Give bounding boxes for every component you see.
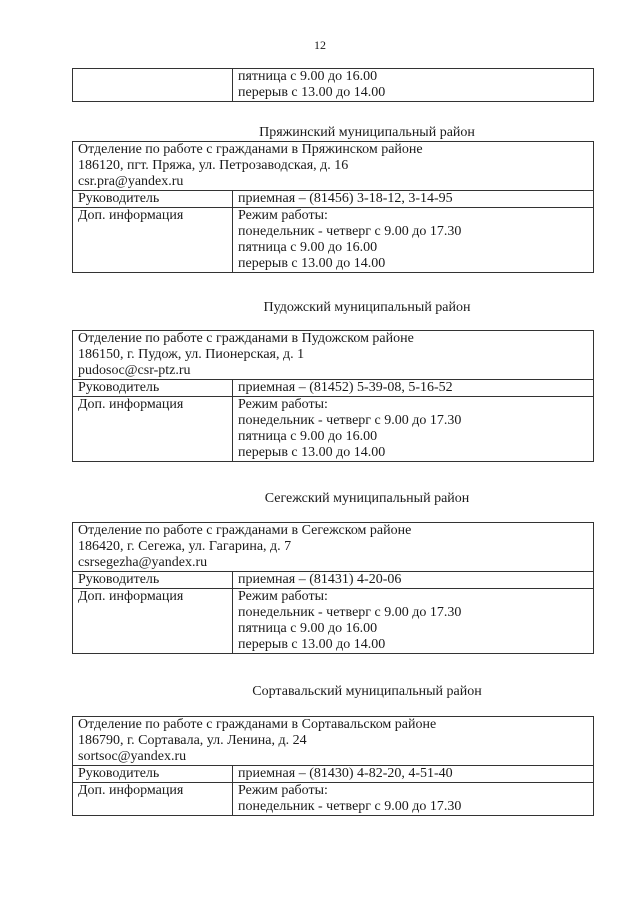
schedule-line: пятница с 9.00 до 16.00 <box>238 69 378 84</box>
schedule-line: Режим работы: <box>238 589 328 604</box>
info-label: Доп. информация <box>73 589 233 654</box>
office-name: Отделение по работе с гражданами в Сегежском районе <box>78 523 412 538</box>
continued-table <box>72 68 594 102</box>
info-label: Доп. информация <box>73 397 233 462</box>
continued-info-table <box>72 68 594 102</box>
district-info-table <box>72 141 594 273</box>
schedule-line: понедельник - четверг с 9.00 до 17.30 <box>238 224 462 239</box>
table-row <box>73 69 594 102</box>
office-address: 186150, г. Пудож, ул. Пионерская, д. 1 <box>78 347 305 362</box>
office-header-cell <box>73 142 594 191</box>
table-row <box>73 589 594 654</box>
section-table-wrapper <box>72 522 594 654</box>
schedule-line: перерыв с 13.00 до 14.00 <box>238 637 386 652</box>
table-row <box>73 380 594 397</box>
head-label: Руководитель <box>73 766 233 783</box>
schedule-line: перерыв с 13.00 до 14.00 <box>238 85 386 100</box>
head-phone: приемная – (81456) 3-18-12, 3-14-95 <box>233 191 594 208</box>
head-label: Руководитель <box>73 572 233 589</box>
office-address: 186420, г. Сегежа, ул. Гагарина, д. 7 <box>78 539 292 554</box>
schedule-line: пятница с 9.00 до 16.00 <box>238 429 378 444</box>
table-row <box>73 191 594 208</box>
section-title: Сортавальский муниципальный район <box>252 684 482 699</box>
section-table-wrapper <box>72 716 594 816</box>
office-email: pudosoc@csr-ptz.ru <box>78 363 191 378</box>
office-email: csrsegezha@yandex.ru <box>78 555 208 570</box>
head-phone: приемная – (81431) 4-20-06 <box>233 572 594 589</box>
section-title: Сегежский муниципальный район <box>264 491 470 506</box>
section-table-wrapper <box>72 141 594 273</box>
schedule-line: понедельник - четверг с 9.00 до 17.30 <box>238 605 462 620</box>
schedule-line: понедельник - четверг с 9.00 до 17.30 <box>238 413 462 428</box>
head-label: Руководитель <box>73 191 233 208</box>
table-row <box>73 572 594 589</box>
schedule-line: Режим работы: <box>238 783 328 798</box>
section-title: Пудожский муниципальный район <box>263 300 471 315</box>
label-cell-empty <box>73 69 233 102</box>
office-address: 186120, пгт. Пряжа, ул. Петрозаводская, д. 16 <box>78 158 349 173</box>
district-info-table <box>72 716 594 816</box>
schedule-line: Режим работы: <box>238 397 328 412</box>
info-value <box>233 589 594 654</box>
info-label: Доп. информация <box>73 208 233 273</box>
office-name: Отделение по работе с гражданами в Пряжинском районе <box>78 142 423 157</box>
office-header-cell <box>73 523 594 572</box>
table-row <box>73 523 594 572</box>
table-row <box>73 783 594 816</box>
schedule-line: перерыв с 13.00 до 14.00 <box>238 256 386 271</box>
district-info-table <box>72 522 594 654</box>
schedule-line: пятница с 9.00 до 16.00 <box>238 621 378 636</box>
schedule-line: Режим работы: <box>238 208 328 223</box>
schedule-line: понедельник - четверг с 9.00 до 17.30 <box>238 799 462 814</box>
office-email: csr.pra@yandex.ru <box>78 174 184 189</box>
section-title: Пряжинский муниципальный район <box>259 125 475 140</box>
table-row <box>73 397 594 462</box>
schedule-line: пятница с 9.00 до 16.00 <box>238 240 378 255</box>
table-row <box>73 142 594 191</box>
office-name: Отделение по работе с гражданами в Сортавальском районе <box>78 717 437 732</box>
office-address: 186790, г. Сортавала, ул. Ленина, д. 24 <box>78 733 307 748</box>
section-table-wrapper <box>72 330 594 462</box>
head-label: Руководитель <box>73 380 233 397</box>
office-header-cell <box>73 717 594 766</box>
table-row <box>73 331 594 380</box>
office-name: Отделение по работе с гражданами в Пудожском районе <box>78 331 414 346</box>
head-phone: приемная – (81430) 4-82-20, 4-51-40 <box>233 766 594 783</box>
table-row <box>73 717 594 766</box>
info-value <box>233 783 594 816</box>
info-value <box>233 397 594 462</box>
office-email: sortsoc@yandex.ru <box>78 749 187 764</box>
district-info-table <box>72 330 594 462</box>
page-number: 12 <box>314 38 326 52</box>
office-header-cell <box>73 331 594 380</box>
schedule-line: перерыв с 13.00 до 14.00 <box>238 445 386 460</box>
table-row <box>73 766 594 783</box>
info-value <box>233 208 594 273</box>
value-cell <box>233 69 594 102</box>
head-phone: приемная – (81452) 5-39-08, 5-16-52 <box>233 380 594 397</box>
table-row <box>73 208 594 273</box>
info-label: Доп. информация <box>73 783 233 816</box>
